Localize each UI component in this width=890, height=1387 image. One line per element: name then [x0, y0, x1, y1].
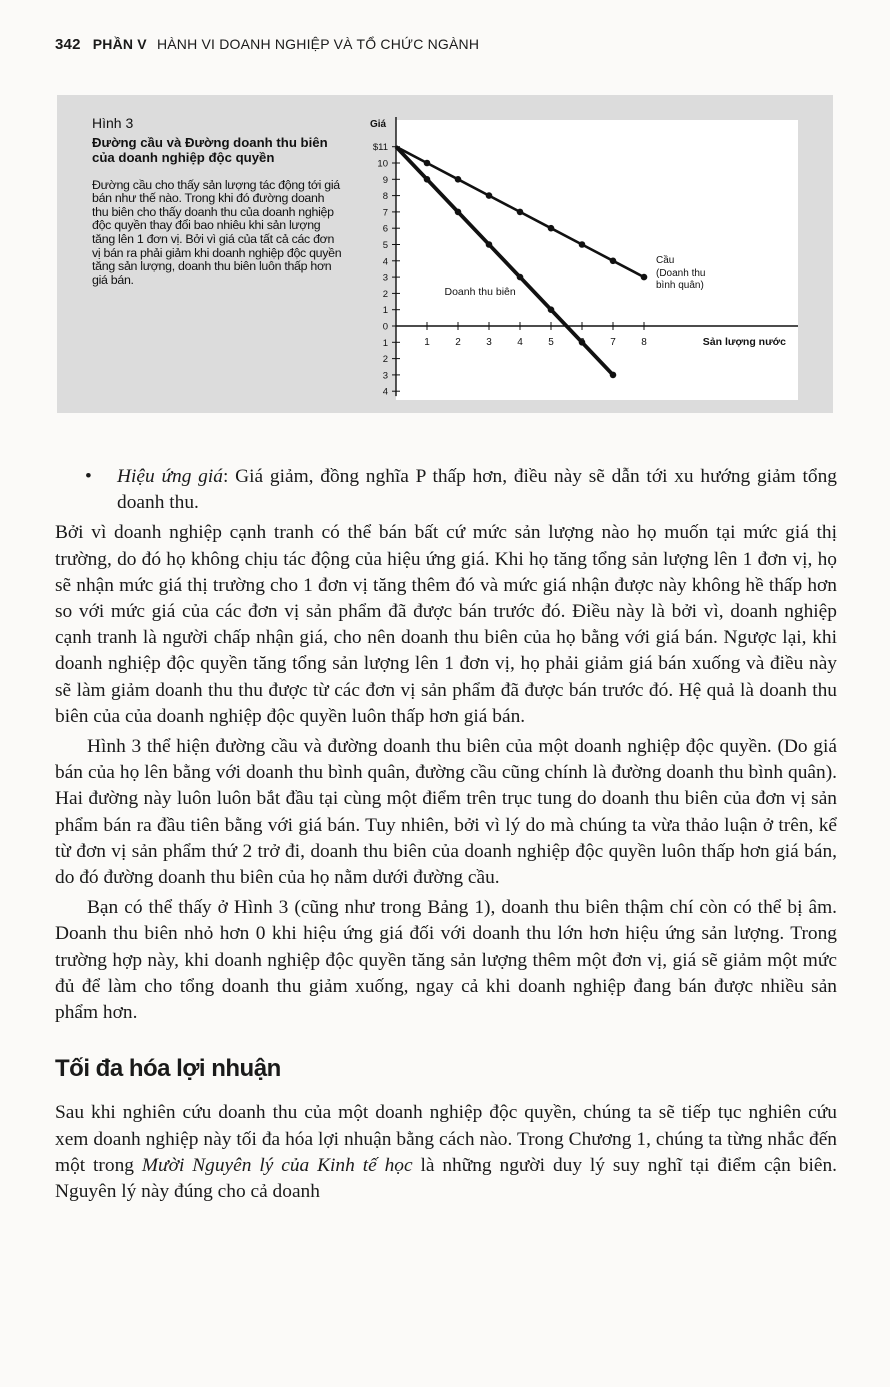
y-tick-label: 6 — [382, 223, 388, 235]
book-title: Mười Nguyên lý của Kinh tế học — [141, 1154, 413, 1176]
marginal-revenue-point — [486, 241, 493, 248]
paragraph-3: Bạn có thể thấy ở Hình 3 (cũng như trong Bảng 1), doanh thu biên thậm chí còn có thể bị âm. Doanh thu biên nhỏ hơn 0 khi hiệu ứng giá đối với doanh thu lớn hơn hiệu ứng sản lượng. Trong trường hợp này, khi doanh nghiệp độc quyền tăng sản lượng thêm một đơn vị, giá sẽ giảm một mức đủ để làm cho tổng doanh thu giảm xuống, ngay cả khi doanh nghiệp đang bán được nhiều sản phẩm hơn. — [55, 897, 837, 1024]
x-tick-label: 1 — [424, 337, 430, 348]
chart — [57, 95, 833, 413]
marginal-revenue-point — [455, 209, 462, 216]
x-tick-label: 2 — [455, 337, 461, 348]
y-tick-label: $11 — [372, 142, 388, 154]
y-tick-label: 0 — [382, 321, 388, 333]
bullet-term: Hiệu ứng giá — [117, 466, 223, 487]
paragraph-4 — [55, 1100, 837, 1205]
x-tick-label: 5 — [548, 337, 554, 348]
figure-description: Đường cầu cho thấy sản lượng tác động tới giá bán như thế nào. Trong khi đó đường doanh thu biên cho thấy doanh thu của doanh nghiệp độc quyền thay đổi bao nhiêu khi sản lượng tăng lên 1 đơn vị. Bởi vì giá của tất cả các đơn vị bán ra phải giảm khi doanh nghiệp độc quyền tăng sản lượng, doanh thu biên luôn thấp hơn giá bán. — [92, 177, 342, 287]
marginal-revenue-point — [424, 176, 431, 183]
figure-number: Hình 3 — [92, 115, 134, 131]
figure-title: Đường cầu và Đường doanh thu biên của doanh nghiệp độc quyền — [92, 134, 328, 165]
y-tick-label: 3 — [382, 370, 388, 382]
paragraph-1: Bởi vì doanh nghiệp cạnh tranh có thể bán bất cứ mức sản lượng nào họ muốn tại mức giá thị trường, do đó họ không chịu tác động của hiệu ứng giá. Khi họ tăng tổng sản lượng lên 1 đơn vị, họ sẽ nhận mức giá thị trường cho 1 đơn vị tăng thêm đó và mức giá nhận được này không hề thấp hơn so với mức giá của các đơn vị sản phẩm đã được bán trước đó. Điều này là bởi vì, doanh nghiệp cạnh tranh là người chấp nhận giá, cho nên doanh thu biên của họ bằng với giá bán. Ngược lại, khi doanh nghiệp độc quyền tăng tổng sản lượng lên 1 đơn vị, họ phải giảm giá bán xuống và điều này sẽ làm giảm doanh thu thu được từ các đơn vị sản phẩm đã được bán trước đó. Hệ quả là doanh thu biên của của doanh nghiệp độc quyền luôn thấp hơn giá bán. — [55, 522, 837, 727]
demand-point — [424, 160, 431, 167]
page-number: 342 — [55, 36, 81, 53]
paragraph-2: Hình 3 thể hiện đường cầu và đường doanh thu biên của một doanh nghiệp độc quyền. (Do giá bán của họ lên bằng với doanh thu bình quân, đường cầu cũng chính là đường doanh thu bình quân). Hai đường này luôn luôn bắt đầu tại cùng một điểm trên trục tung do doanh thu biên của đơn vị sản phẩm bán ra đầu tiên bằng với giá bán. Tuy nhiên, bởi vì lý do mà chúng ta vừa thảo luận ở trên, kể từ đơn vị sản phẩm thứ 2 trở đi, doanh thu biên của doanh nghiệp độc quyền luôn thấp hơn giá bán, do đó đường doanh thu biên của họ nằm dưới đường cầu. — [55, 736, 837, 889]
y-tick-label: 1 — [382, 305, 388, 317]
y-tick-label: 4 — [382, 386, 388, 398]
y-tick-label: 8 — [382, 191, 388, 203]
y-axis-label: Giá — [370, 119, 387, 130]
x-axis-label: Sản lượng nước — [702, 336, 786, 348]
bullet-text: : Giá giảm, đồng nghĩa P thấp hơn, điều này sẽ dẫn tới xu hướng giảm tổng doanh thu. — [117, 466, 837, 514]
figure-box — [57, 95, 833, 413]
marginal-revenue-point — [579, 339, 586, 346]
y-tick-label: 4 — [382, 256, 388, 268]
marginal-revenue-point — [517, 274, 524, 281]
demand-point — [548, 225, 555, 232]
demand-label-line3: bình quân) — [656, 280, 704, 292]
y-tick-label: 3 — [382, 272, 388, 284]
demand-point — [610, 258, 617, 265]
demand-label-line2: (Doanh thu — [656, 268, 706, 280]
y-tick-label: 5 — [382, 240, 388, 251]
paragraph-4-start: Sau khi nghiên cứu doanh thu của một doanh nghiệp độc quyền, chúng ta sẽ tiếp tục nghiên cứu xem doanh nghiệp này tối đa hóa lợi nhuận bằng cách nào. Trong Chương 1, chúng ta từng nhắc đến một trong — [55, 1102, 837, 1176]
demand-point — [579, 241, 586, 248]
x-tick-label: 4 — [517, 337, 523, 348]
demand-point — [641, 274, 648, 281]
x-tick-label: 7 — [610, 337, 616, 348]
y-tick-label: 10 — [377, 158, 388, 170]
demand-label: Cầu — [656, 255, 675, 267]
demand-point — [517, 209, 524, 216]
x-tick-label: 3 — [486, 337, 492, 348]
y-tick-label: 9 — [382, 174, 388, 186]
marginal-revenue-point — [610, 372, 617, 379]
paragraph-4-end: là những người duy lý suy nghĩ tại điểm cận biên. Nguyên lý này đúng cho cả doanh — [55, 1154, 837, 1203]
demand-point — [455, 176, 462, 183]
x-tick-label: 8 — [641, 337, 647, 348]
y-tick-label: 7 — [382, 207, 388, 219]
section-title: Tối đa hóa lợi nhuận — [55, 1055, 281, 1083]
part-title: HÀNH VI DOANH NGHIỆP VÀ TỔ CHỨC NGÀNH — [156, 36, 480, 52]
y-tick-label: 2 — [382, 288, 388, 300]
part-label: PHẦN V — [92, 36, 147, 52]
running-head — [55, 36, 479, 53]
marginal-revenue-label: Doanh thu biên — [444, 286, 516, 299]
body-text — [55, 464, 837, 1205]
bullet-price-effect — [55, 464, 837, 516]
demand-point — [486, 192, 493, 199]
y-tick-label: 1 — [382, 337, 388, 349]
marginal-revenue-point — [548, 306, 555, 313]
y-tick-label: 2 — [382, 354, 388, 366]
